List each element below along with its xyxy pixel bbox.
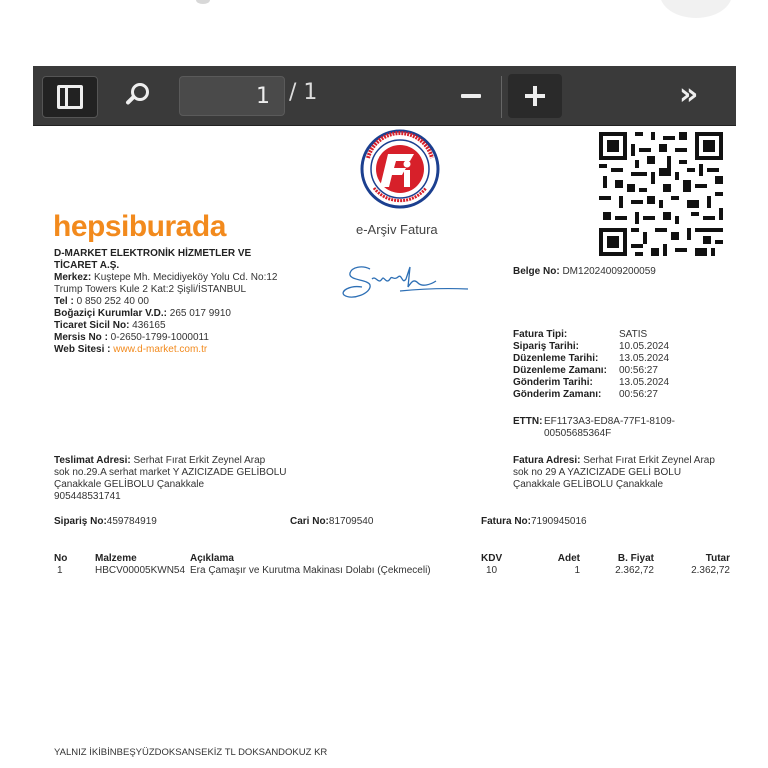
sicil-value: 436165 — [129, 320, 166, 331]
meta-value-1: 10.05.2024 — [619, 341, 670, 352]
row-bfiyat: 2.362,72 — [615, 565, 654, 576]
fatura-adresi-line2: sok no 29 A YAZICIZADE GELİ BOLU — [513, 467, 682, 478]
meta-label-3: Düzenleme Zamanı: — [513, 365, 607, 376]
meta-value-4: 13.05.2024 — [619, 377, 670, 388]
fatura-adresi-name: Serhat Fırat Erkit Zeynel Arap — [580, 455, 715, 466]
toolbar-divider — [501, 76, 502, 118]
meta-label-5: Gönderim Zamanı: — [513, 389, 602, 400]
company-sicil — [54, 320, 166, 332]
meta-label-4: Gönderim Tarihi: — [513, 377, 593, 388]
col-header-malzeme: Malzeme — [95, 553, 137, 564]
page-total: / 1 — [289, 80, 318, 105]
col-header-bfiyat: B. Fiyat — [617, 553, 654, 564]
merkez-label: Merkez: — [54, 272, 92, 283]
col-header-no: No — [54, 553, 68, 564]
ettn-line1: EF1173A3-ED8A-77F1-8109- — [544, 416, 675, 427]
meta-value-0: SATIS — [619, 329, 648, 340]
more-tools-button[interactable] — [679, 77, 715, 112]
sidebar-toggle-icon — [57, 85, 83, 109]
invoice-title: e-Arşiv Fatura — [356, 222, 438, 237]
mersis-label: Mersis No : — [54, 332, 108, 343]
company-web — [54, 344, 207, 356]
siparis-label: Sipariş No: — [54, 516, 107, 527]
meta-value-5: 00:56:27 — [619, 389, 658, 400]
belge-value: DM12024009200059 — [559, 266, 656, 277]
meta-label-2: Düzenleme Tarihi: — [513, 353, 599, 364]
teslimat-line3: Çanakkale GELİBOLU Çanakkale — [54, 479, 205, 490]
fatura-no-value: 7190945016 — [531, 516, 587, 527]
siparis-value: 459784919 — [106, 516, 157, 527]
belge-no — [513, 266, 656, 278]
ettn-label: ETTN: — [513, 416, 543, 427]
teslimat-line1 — [54, 455, 265, 467]
mersis-value: 0-2650-1799-1000011 — [107, 332, 209, 343]
invoice-page — [0, 126, 768, 768]
tel-label: Tel : — [54, 296, 74, 307]
hepsiburada-logo: hepsiburada — [53, 210, 226, 243]
row-tutar: 2.362,72 — [691, 565, 730, 576]
fatura-no — [481, 516, 587, 528]
zoom-out-button[interactable] — [453, 80, 489, 112]
search-button[interactable] — [123, 80, 155, 112]
col-header-aciklama: Açıklama — [190, 553, 234, 564]
company-mersis — [54, 332, 209, 344]
fatura-no-label: Fatura No: — [481, 516, 531, 527]
company-tel — [54, 296, 149, 308]
double-chevron-right-icon: » — [679, 77, 699, 112]
cari-no — [290, 516, 373, 528]
teslimat-label: Teslimat Adresi: — [54, 455, 131, 466]
sidebar-toggle-button[interactable] — [42, 76, 98, 118]
siparis-no — [54, 516, 157, 528]
row-aciklama: Era Çamaşır ve Kurutma Makinası Dolabı (Çekmeceli) — [190, 565, 431, 576]
vd-label: Boğaziçi Kurumlar V.D.: — [54, 308, 167, 319]
cari-value: 81709540 — [328, 516, 374, 527]
row-malzeme: HBCV00005KWN54 — [95, 565, 186, 576]
search-icon-handle — [125, 95, 136, 106]
vd-value: 265 017 9910 — [167, 308, 231, 319]
col-header-adet: Adet — [557, 553, 580, 564]
belge-label: Belge No: — [513, 266, 560, 277]
cari-label: Cari No: — [290, 516, 329, 527]
teslimat-line2: sok no.29.A serhat market Y AZICIZADE GELİBOLU — [54, 467, 287, 478]
fatura-adresi-label: Fatura Adresi: — [513, 455, 581, 466]
row-kdv: 10 — [486, 565, 498, 576]
tel-value: 0 850 252 40 00 — [73, 296, 149, 307]
qr-code — [599, 132, 723, 256]
company-merkez — [54, 272, 277, 284]
col-header-kdv: KDV — [481, 553, 503, 564]
teslimat-phone: 905448531741 — [54, 491, 121, 502]
company-vd — [54, 308, 231, 320]
merkez-value: Kuştepe Mh. Mecidiyeköy Yolu Cd. No:12 — [91, 272, 278, 283]
meta-label-1: Sipariş Tarihi: — [513, 341, 579, 352]
floating-button-shadow — [660, 0, 732, 18]
col-header-tutar: Tutar — [705, 553, 730, 564]
meta-value-3: 00:56:27 — [619, 365, 658, 376]
meta-value-2: 13.05.2024 — [619, 353, 670, 364]
company-name-line1: D-MARKET ELEKTRONİK HİZMETLER VE — [54, 248, 252, 259]
meta-label-0: Fatura Tipi: — [513, 329, 568, 340]
web-label: Web Sitesi : — [54, 344, 111, 355]
pdf-toolbar — [33, 66, 736, 126]
background-shape — [196, 0, 210, 4]
gib-seal-logo — [358, 128, 448, 210]
fatura-adresi-line1 — [513, 455, 715, 467]
row-no: 1 — [57, 565, 63, 576]
teslimat-name: Serhat Fırat Erkit Zeynel Arap — [130, 455, 266, 466]
page-number-input[interactable]: 1 — [179, 76, 285, 116]
company-address-line2: Trump Towers Kule 2 Kat:2 Şişli/İSTANBUL — [54, 284, 247, 295]
amount-in-words: YALNIZ İKİBİNBEŞYÜZDOKSANSEKİZ TL DOKSANDOKUZ KR — [54, 747, 328, 758]
fatura-adresi-line3: Çanakkale GELİBOLU Çanakkale — [513, 479, 664, 490]
sicil-label: Ticaret Sicil No: — [54, 320, 130, 331]
ettn-line2: 00505685364F — [544, 428, 612, 439]
web-link[interactable]: www.d-market.com.tr — [110, 344, 208, 355]
row-adet: 1 — [574, 565, 580, 576]
signature-image — [340, 261, 470, 309]
company-name-line2: TİCARET A.Ş. — [54, 260, 120, 271]
zoom-in-button[interactable] — [508, 74, 562, 118]
